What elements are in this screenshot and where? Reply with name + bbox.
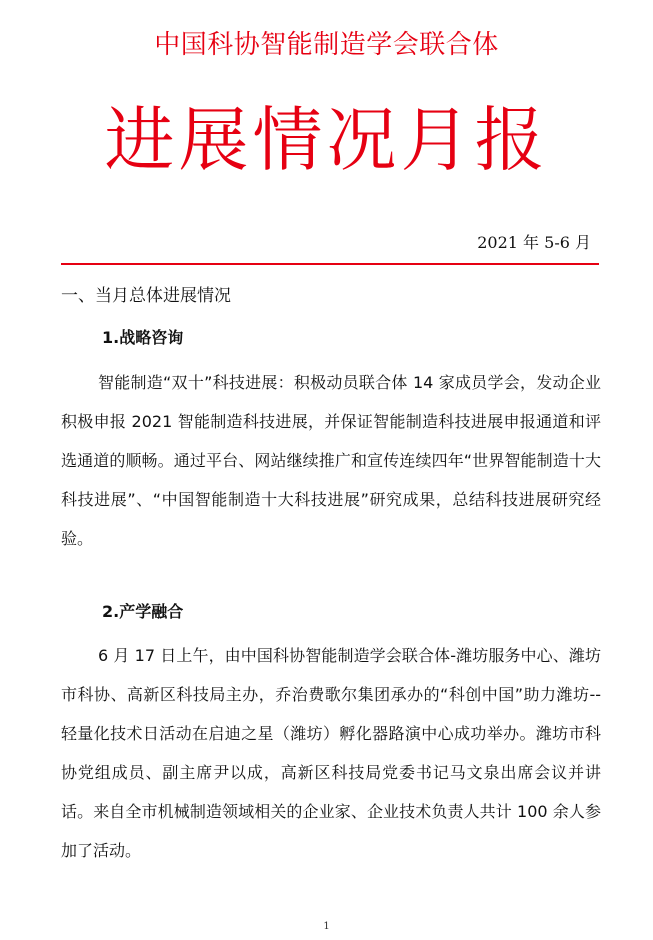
header-divider [61, 263, 599, 265]
report-title: 进展情况月报 [104, 99, 549, 181]
paragraph-strategy: 智能制造“双十”科技进展：积极动员联合体 14 家成员学会，发动企业积极申报 2021 智能制造科技进展，并保证智能制造科技进展申报通道和评选通道的顺畅。通过平台、网站继续推广和宣传连续四年“世界智能制造十大科技进展”、“中国智能制造十大科技进展”研究成果，总结科技进展研究经验。 [61, 373, 601, 548]
section-heading: 一、当月总体进展情况 [61, 286, 231, 306]
report-date: 2021 年 5-6 月 [477, 233, 591, 252]
paragraph-industry: 6 月 17 日上午，由中国科协智能制造学会联合体-潍坊服务中心、潍坊市科协、高新区科技局主办，乔治费歌尔集团承办的“科创中国”助力潍坊--轻量化技术日活动在启迪之星（潍坊）孵化器路演中心成功举办。潍坊市科协党组成员、副主席尹以成，高新区科技局党委书记马文泉出席会议并讲话。来自全市机械制造领域相关的企业家、企业技术负责人共计 100 余人参加了活动。 [61, 646, 601, 860]
subsection-heading-industry: 2.产学融合 [102, 602, 184, 621]
subsection-heading-strategy: 1.战略咨询 [102, 328, 184, 347]
page-number: 1 [323, 921, 330, 932]
organization-name: 中国科协智能制造学会联合体 [154, 30, 499, 60]
